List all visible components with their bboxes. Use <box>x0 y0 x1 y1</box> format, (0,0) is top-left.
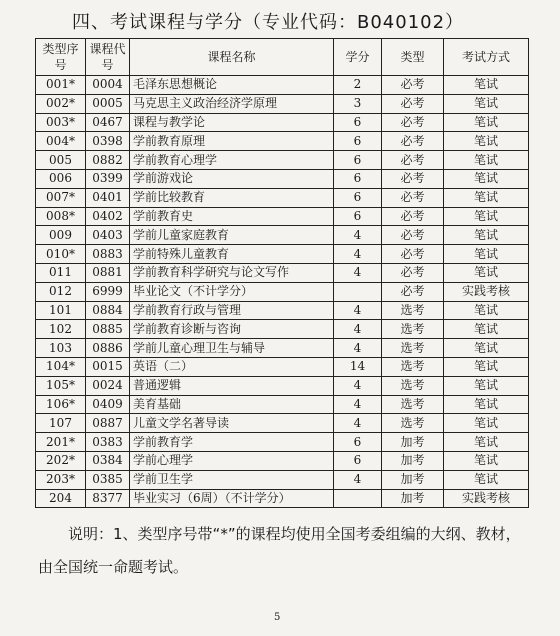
header-category: 类型 <box>382 39 444 76</box>
cell-course-name: 学前教育原理 <box>130 132 334 151</box>
cell-exam-method: 笔试 <box>444 132 529 151</box>
cell-course-name: 美育基础 <box>130 395 334 414</box>
cell-exam-method: 笔试 <box>444 376 529 395</box>
cell-type-seq: 008* <box>36 207 86 226</box>
cell-type-seq: 101 <box>36 301 86 320</box>
cell-course-name: 学前教育科学研究与论文写作 <box>130 263 334 282</box>
cell-course-code: 0403 <box>86 226 130 245</box>
cell-exam-method: 笔试 <box>444 301 529 320</box>
cell-credit: 4 <box>334 320 382 339</box>
cell-credit: 6 <box>334 151 382 170</box>
cell-type-seq: 012 <box>36 282 86 301</box>
cell-credit <box>334 282 382 301</box>
section-title: 四、考试课程与学分（专业代码：B040102） <box>72 12 465 33</box>
cell-course-name: 学前比较教育 <box>130 188 334 207</box>
cell-course-name: 学前教育诊断与咨询 <box>130 320 334 339</box>
cell-type-seq: 204 <box>36 489 86 508</box>
cell-exam-method: 笔试 <box>444 451 529 470</box>
cell-credit: 4 <box>334 301 382 320</box>
table-header-row <box>36 39 529 76</box>
cell-course-name: 毛泽东思想概论 <box>130 76 334 95</box>
cell-credit: 4 <box>334 395 382 414</box>
cell-exam-method: 实践考核 <box>444 489 529 508</box>
course-table-body <box>36 76 529 508</box>
table-row <box>36 226 529 245</box>
cell-exam-method: 笔试 <box>444 320 529 339</box>
cell-category: 必考 <box>382 245 444 264</box>
cell-category: 必考 <box>382 113 444 132</box>
cell-exam-method: 笔试 <box>444 169 529 188</box>
cell-exam-method: 笔试 <box>444 395 529 414</box>
cell-type-seq: 009 <box>36 226 86 245</box>
header-exam-method: 考试方式 <box>444 39 529 76</box>
cell-category: 必考 <box>382 151 444 170</box>
cell-type-seq: 105* <box>36 376 86 395</box>
cell-course-name: 学前教育史 <box>130 207 334 226</box>
cell-type-seq: 001* <box>36 76 86 95</box>
cell-credit: 4 <box>334 226 382 245</box>
table-row <box>36 414 529 433</box>
cell-course-code: 0402 <box>86 207 130 226</box>
table-row <box>36 395 529 414</box>
cell-course-code: 0015 <box>86 357 130 376</box>
cell-exam-method: 笔试 <box>444 357 529 376</box>
cell-course-code: 0398 <box>86 132 130 151</box>
cell-category: 加考 <box>382 470 444 489</box>
cell-course-code: 0885 <box>86 320 130 339</box>
cell-category: 选考 <box>382 339 444 358</box>
cell-credit: 4 <box>334 414 382 433</box>
cell-course-code: 8377 <box>86 489 130 508</box>
cell-course-code: 0385 <box>86 470 130 489</box>
cell-course-code: 6999 <box>86 282 130 301</box>
cell-type-seq: 002* <box>36 94 86 113</box>
table-row <box>36 188 529 207</box>
cell-credit: 6 <box>334 433 382 452</box>
cell-category: 加考 <box>382 489 444 508</box>
cell-exam-method: 笔试 <box>444 245 529 264</box>
cell-category: 选考 <box>382 320 444 339</box>
cell-course-code: 0399 <box>86 169 130 188</box>
cell-type-seq: 203* <box>36 470 86 489</box>
cell-type-seq: 106* <box>36 395 86 414</box>
table-row <box>36 470 529 489</box>
cell-credit <box>334 489 382 508</box>
cell-course-code: 0005 <box>86 94 130 113</box>
cell-credit: 2 <box>334 76 382 95</box>
cell-course-code: 0886 <box>86 339 130 358</box>
cell-exam-method: 笔试 <box>444 470 529 489</box>
cell-course-name: 毕业论文（不计学分） <box>130 282 334 301</box>
cell-course-code: 0384 <box>86 451 130 470</box>
table-row <box>36 376 529 395</box>
cell-course-code: 0409 <box>86 395 130 414</box>
cell-exam-method: 实践考核 <box>444 282 529 301</box>
table-row <box>36 489 529 508</box>
cell-type-seq: 006 <box>36 169 86 188</box>
cell-credit: 6 <box>334 113 382 132</box>
cell-course-code: 0882 <box>86 151 130 170</box>
table-row <box>36 151 529 170</box>
cell-credit: 3 <box>334 94 382 113</box>
course-table <box>35 38 529 508</box>
cell-course-name: 学前游戏论 <box>130 169 334 188</box>
header-course-code: 课程代号 <box>86 39 130 76</box>
table-row <box>36 320 529 339</box>
table-row <box>36 339 529 358</box>
cell-credit: 14 <box>334 357 382 376</box>
cell-credit: 4 <box>334 339 382 358</box>
cell-category: 必考 <box>382 282 444 301</box>
cell-exam-method: 笔试 <box>444 433 529 452</box>
table-row <box>36 301 529 320</box>
table-row <box>36 451 529 470</box>
cell-category: 选考 <box>382 301 444 320</box>
cell-exam-method: 笔试 <box>444 113 529 132</box>
cell-course-code: 0024 <box>86 376 130 395</box>
cell-course-name: 学前教育学 <box>130 433 334 452</box>
cell-credit: 4 <box>334 376 382 395</box>
cell-category: 必考 <box>382 226 444 245</box>
cell-course-code: 0383 <box>86 433 130 452</box>
cell-course-name: 课程与教学论 <box>130 113 334 132</box>
table-row <box>36 113 529 132</box>
cell-category: 必考 <box>382 94 444 113</box>
table-row <box>36 263 529 282</box>
cell-type-seq: 104* <box>36 357 86 376</box>
cell-credit: 6 <box>334 207 382 226</box>
cell-category: 必考 <box>382 188 444 207</box>
cell-course-code: 0887 <box>86 414 130 433</box>
cell-credit: 6 <box>334 132 382 151</box>
header-type-seq: 类型序号 <box>36 39 86 76</box>
table-row <box>36 169 529 188</box>
cell-credit: 6 <box>334 451 382 470</box>
cell-exam-method: 笔试 <box>444 263 529 282</box>
cell-exam-method: 笔试 <box>444 151 529 170</box>
cell-category: 选考 <box>382 414 444 433</box>
cell-course-code: 0884 <box>86 301 130 320</box>
cell-course-name: 学前心理学 <box>130 451 334 470</box>
cell-course-code: 0401 <box>86 188 130 207</box>
cell-course-name: 普通逻辑 <box>130 376 334 395</box>
cell-type-seq: 011 <box>36 263 86 282</box>
cell-credit: 6 <box>334 169 382 188</box>
cell-course-name: 学前儿童家庭教育 <box>130 226 334 245</box>
cell-course-name: 学前教育心理学 <box>130 151 334 170</box>
cell-course-name: 儿童文学名著导读 <box>130 414 334 433</box>
table-row <box>36 245 529 264</box>
table-row <box>36 357 529 376</box>
cell-course-code: 0881 <box>86 263 130 282</box>
header-course-name: 课程名称 <box>130 39 334 76</box>
cell-type-seq: 010* <box>36 245 86 264</box>
cell-type-seq: 005 <box>36 151 86 170</box>
cell-category: 必考 <box>382 132 444 151</box>
cell-exam-method: 笔试 <box>444 188 529 207</box>
explanation-note: 说明：1、类型序号带“*”的课程均使用全国考委组编的大纲、教材，由全国统一命题考试。 <box>38 525 521 576</box>
cell-type-seq: 007* <box>36 188 86 207</box>
cell-course-code: 0467 <box>86 113 130 132</box>
table-row <box>36 282 529 301</box>
cell-course-name: 学前卫生学 <box>130 470 334 489</box>
cell-category: 必考 <box>382 263 444 282</box>
cell-credit: 4 <box>334 245 382 264</box>
table-row <box>36 76 529 95</box>
cell-exam-method: 笔试 <box>444 94 529 113</box>
cell-exam-method: 笔试 <box>444 414 529 433</box>
cell-course-code: 0004 <box>86 76 130 95</box>
cell-type-seq: 103 <box>36 339 86 358</box>
page-number: 5 <box>274 612 281 623</box>
cell-category: 选考 <box>382 376 444 395</box>
table-row <box>36 94 529 113</box>
cell-category: 选考 <box>382 357 444 376</box>
cell-category: 加考 <box>382 451 444 470</box>
cell-exam-method: 笔试 <box>444 226 529 245</box>
cell-course-name: 学前特殊儿童教育 <box>130 245 334 264</box>
cell-type-seq: 003* <box>36 113 86 132</box>
cell-course-code: 0883 <box>86 245 130 264</box>
cell-category: 必考 <box>382 207 444 226</box>
cell-type-seq: 202* <box>36 451 86 470</box>
cell-type-seq: 004* <box>36 132 86 151</box>
cell-category: 选考 <box>382 395 444 414</box>
cell-exam-method: 笔试 <box>444 207 529 226</box>
cell-category: 必考 <box>382 169 444 188</box>
table-row <box>36 132 529 151</box>
cell-course-name: 马克思主义政治经济学原理 <box>130 94 334 113</box>
cell-course-name: 英语（二） <box>130 357 334 376</box>
cell-type-seq: 102 <box>36 320 86 339</box>
cell-course-name: 学前教育行政与管理 <box>130 301 334 320</box>
cell-credit: 4 <box>334 263 382 282</box>
table-row <box>36 433 529 452</box>
cell-exam-method: 笔试 <box>444 76 529 95</box>
cell-credit: 4 <box>334 470 382 489</box>
cell-course-name: 毕业实习（6周）（不计学分） <box>130 489 334 508</box>
cell-category: 必考 <box>382 76 444 95</box>
cell-type-seq: 107 <box>36 414 86 433</box>
cell-type-seq: 201* <box>36 433 86 452</box>
cell-exam-method: 笔试 <box>444 339 529 358</box>
cell-course-name: 学前儿童心理卫生与辅导 <box>130 339 334 358</box>
cell-credit: 6 <box>334 188 382 207</box>
header-credit: 学分 <box>334 39 382 76</box>
table-row <box>36 207 529 226</box>
cell-category: 加考 <box>382 433 444 452</box>
